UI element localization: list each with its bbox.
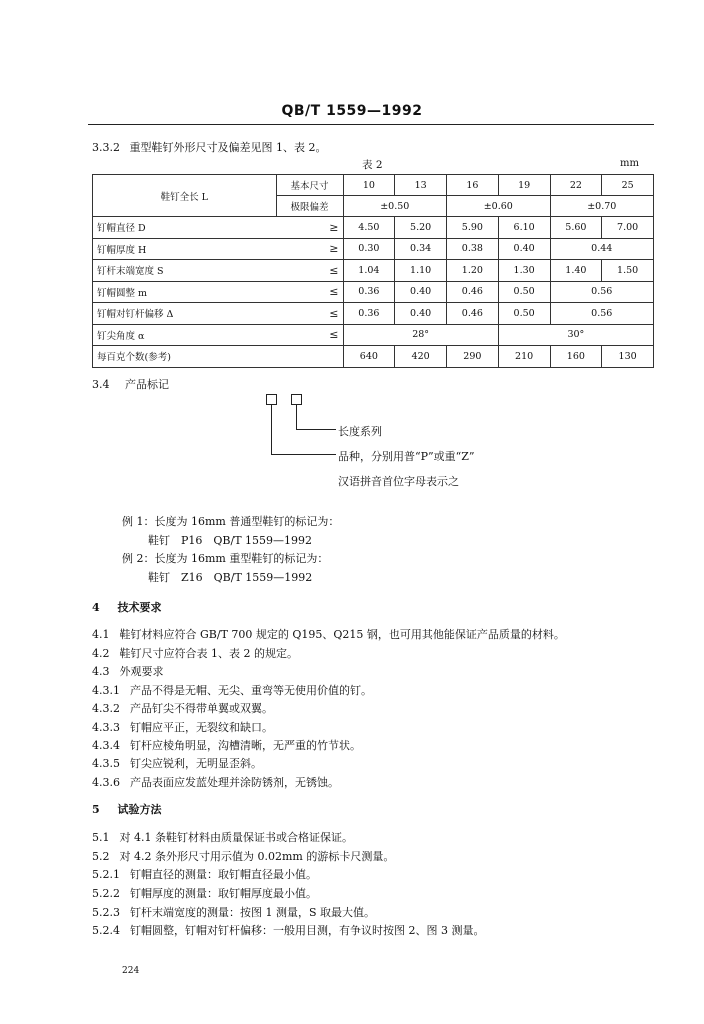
leader-line xyxy=(296,429,336,430)
clause-number: 4.3.5 xyxy=(92,757,120,770)
section-number: 3.3.2 xyxy=(92,141,120,154)
clause-number: 4.2 xyxy=(92,647,110,660)
tolerance-cell: ±0.50 xyxy=(343,196,447,217)
table-cell: 1.04 xyxy=(343,260,395,282)
tolerance-cell: ±0.70 xyxy=(550,196,654,217)
table-cell: 130 xyxy=(602,346,654,368)
clause-text: 钉帽应平正，无裂纹和缺口。 xyxy=(130,721,273,734)
table-cell: 0.46 xyxy=(447,281,499,303)
req-4-3-2 xyxy=(92,700,273,716)
table-caption: 表 2 xyxy=(362,159,383,171)
table-row xyxy=(93,346,654,368)
section-title: 技术要求 xyxy=(117,601,162,614)
table-cell: 0.56 xyxy=(550,281,654,303)
spec-table xyxy=(92,174,654,368)
size-cell: 22 xyxy=(550,175,602,196)
table-cell: 0.50 xyxy=(498,303,550,325)
req-4-2 xyxy=(92,645,298,661)
row-label: 钉尖角度 α xyxy=(93,324,277,346)
table-cell: 160 xyxy=(550,346,602,368)
table-row xyxy=(93,217,654,239)
table-cell: 5.60 xyxy=(550,217,602,239)
example-1: 例 1：长度为 16mm 普通型鞋钉的标记为： xyxy=(122,515,340,528)
table-cell: 1.30 xyxy=(498,260,550,282)
marking-box-variety xyxy=(266,394,277,405)
row-label: 钉帽直径 D xyxy=(93,217,277,239)
clause-text: 钉杆应棱角明显，沟槽清晰，无严重的竹节状。 xyxy=(130,739,361,752)
length-label: 鞋钉全长 L xyxy=(93,175,277,217)
size-cell: 10 xyxy=(343,175,395,196)
section-title: 试验方法 xyxy=(117,803,162,816)
table-cell: 1.40 xyxy=(550,260,602,282)
req-4-3-3 xyxy=(92,719,273,735)
table-cell: 0.56 xyxy=(550,303,654,325)
test-5-2-2 xyxy=(92,885,317,901)
table-cell: 640 xyxy=(343,346,395,368)
table-row xyxy=(93,281,654,303)
example-2: 例 2：长度为 16mm 重型鞋钉的标记为： xyxy=(122,552,329,565)
table-cell: 0.30 xyxy=(343,238,395,260)
size-cell: 19 xyxy=(498,175,550,196)
clause-text: 对 4.1 条鞋钉材料由质量保证书或合格证保证。 xyxy=(119,831,353,844)
test-5-2 xyxy=(92,848,394,864)
table-cell: 30° xyxy=(498,324,653,346)
test-5-2-4 xyxy=(92,922,485,938)
leader-line xyxy=(271,405,272,454)
table-cell: 0.46 xyxy=(447,303,499,325)
table-cell: 5.90 xyxy=(447,217,499,239)
tolerance-label: 极限偏差 xyxy=(276,196,343,217)
marking-variety: 品种，分别用普“P”或重“Z” xyxy=(338,450,475,463)
section-4 xyxy=(92,599,162,615)
clause-number: 5.2.4 xyxy=(92,924,120,937)
leader-line xyxy=(296,405,297,429)
clause-number: 4.3.2 xyxy=(92,702,120,715)
table-cell: 0.40 xyxy=(395,303,447,325)
table-cell: 290 xyxy=(447,346,499,368)
marking-box-length xyxy=(291,394,302,405)
clause-text: 钉帽直径的测量：取钉帽直径最小值。 xyxy=(130,868,317,881)
page-header: QB/T 1559—1992 xyxy=(281,103,423,119)
table-row xyxy=(93,303,654,325)
table-cell: 0.50 xyxy=(498,281,550,303)
clause-text: 钉尖应锐利，无明显歪斜。 xyxy=(130,757,262,770)
clause-number: 5.2.3 xyxy=(92,906,120,919)
table-row xyxy=(93,324,654,346)
table-row xyxy=(93,260,654,282)
table-unit: mm xyxy=(620,158,639,169)
clause-text: 产品钉尖不得带单翼或双翼。 xyxy=(130,702,273,715)
table-cell: 1.20 xyxy=(447,260,499,282)
table-cell: 1.50 xyxy=(602,260,654,282)
table-cell: 0.40 xyxy=(395,281,447,303)
row-relation: ≤ xyxy=(276,281,343,303)
test-5-2-1 xyxy=(92,866,317,882)
clause-number: 4.3.6 xyxy=(92,776,120,789)
row-label: 钉帽厚度 H xyxy=(93,238,277,260)
clause-number: 5.2.1 xyxy=(92,868,120,881)
section-title: 产品标记 xyxy=(125,378,169,391)
section-number: 4 xyxy=(92,601,100,614)
example-2-mark: 鞋钉 Z16 QB/T 1559—1992 xyxy=(148,571,313,584)
row-relation: ≤ xyxy=(276,260,343,282)
req-4-3-1 xyxy=(92,682,372,698)
size-cell: 25 xyxy=(602,175,654,196)
table-cell: 7.00 xyxy=(602,217,654,239)
row-label: 钉帽圆整 m xyxy=(93,281,277,303)
table-cell: 0.40 xyxy=(498,238,550,260)
example-1-mark: 鞋钉 P16 QB/T 1559—1992 xyxy=(148,534,313,547)
req-4-3-5 xyxy=(92,755,262,771)
clause-number: 4.3.1 xyxy=(92,684,120,697)
section-3-4 xyxy=(92,376,169,392)
clause-number: 5.2.2 xyxy=(92,887,120,900)
table-cell: 5.20 xyxy=(395,217,447,239)
table-cell: 6.10 xyxy=(498,217,550,239)
clause-text: 钉帽圆整，钉帽对钉杆偏移：一般用目测，有争议时按图 2、图 3 测量。 xyxy=(130,924,485,937)
row-relation: ≤ xyxy=(276,303,343,325)
req-4-1 xyxy=(92,626,565,642)
table-cell: 0.44 xyxy=(550,238,654,260)
section-number: 5 xyxy=(92,803,100,816)
basic-size-label: 基本尺寸 xyxy=(276,175,343,196)
clause-number: 4.3.3 xyxy=(92,721,120,734)
table-cell: 210 xyxy=(498,346,550,368)
row-relation: ≥ xyxy=(276,238,343,260)
clause-text: 钉杆末端宽度的测量：按图 1 测量，S 取最大值。 xyxy=(130,906,376,919)
test-5-2-3 xyxy=(92,904,375,920)
clause-text: 产品不得是无帽、无尖、重弯等无使用价值的钉。 xyxy=(130,684,372,697)
row-label: 钉杆末端宽度 S xyxy=(93,260,277,282)
req-4-3 xyxy=(92,663,164,679)
test-5-1 xyxy=(92,829,353,845)
size-cell: 16 xyxy=(447,175,499,196)
clause-text: 对 4.2 条外形尺寸用示值为 0.02mm 的游标卡尺测量。 xyxy=(119,850,395,863)
page-number: 224 xyxy=(122,966,140,976)
row-label: 钉帽对钉杆偏移 Δ xyxy=(93,303,277,325)
tolerance-cell: ±0.60 xyxy=(447,196,551,217)
leader-line xyxy=(271,454,336,455)
marking-length-series: 长度系列 xyxy=(338,425,382,438)
clause-text: 产品表面应发蓝处理并涂防锈剂，无锈蚀。 xyxy=(130,776,339,789)
table-cell: 4.50 xyxy=(343,217,395,239)
marking-variety-note: 汉语拼音首位字母表示之 xyxy=(338,475,459,488)
clause-number: 5.2 xyxy=(92,850,110,863)
clause-number: 5.1 xyxy=(92,831,110,844)
header-rule xyxy=(88,124,654,125)
clause-number: 4.1 xyxy=(92,628,110,641)
row-relation: ≥ xyxy=(276,217,343,239)
table-row xyxy=(93,238,654,260)
table-cell: 0.38 xyxy=(447,238,499,260)
table-cell: 0.34 xyxy=(395,238,447,260)
req-4-3-4 xyxy=(92,737,361,753)
row-label: 每百克个数(参考) xyxy=(93,346,344,368)
req-4-3-6 xyxy=(92,774,339,790)
row-relation: ≤ xyxy=(276,324,343,346)
table-cell: 28° xyxy=(343,324,498,346)
clause-text: 鞋钉尺寸应符合表 1、表 2 的规定。 xyxy=(119,647,298,660)
clause-text: 外观要求 xyxy=(119,665,164,678)
clause-number: 4.3 xyxy=(92,665,110,678)
table-cell: 0.36 xyxy=(343,303,395,325)
section-3-3-2 xyxy=(92,139,327,155)
clause-number: 4.3.4 xyxy=(92,739,120,752)
section-5 xyxy=(92,801,162,817)
size-cell: 13 xyxy=(395,175,447,196)
table-cell: 1.10 xyxy=(395,260,447,282)
table-cell: 0.36 xyxy=(343,281,395,303)
section-text: 重型鞋钉外形尺寸及偏差见图 1、表 2。 xyxy=(129,141,327,154)
clause-text: 钉帽厚度的测量：取钉帽厚度最小值。 xyxy=(130,887,317,900)
section-number: 3.4 xyxy=(92,378,110,391)
table-cell: 420 xyxy=(395,346,447,368)
clause-text: 鞋钉材料应符合 GB/T 700 规定的 Q195、Q215 钢，也可用其他能保证产品质量的材料。 xyxy=(119,628,565,641)
